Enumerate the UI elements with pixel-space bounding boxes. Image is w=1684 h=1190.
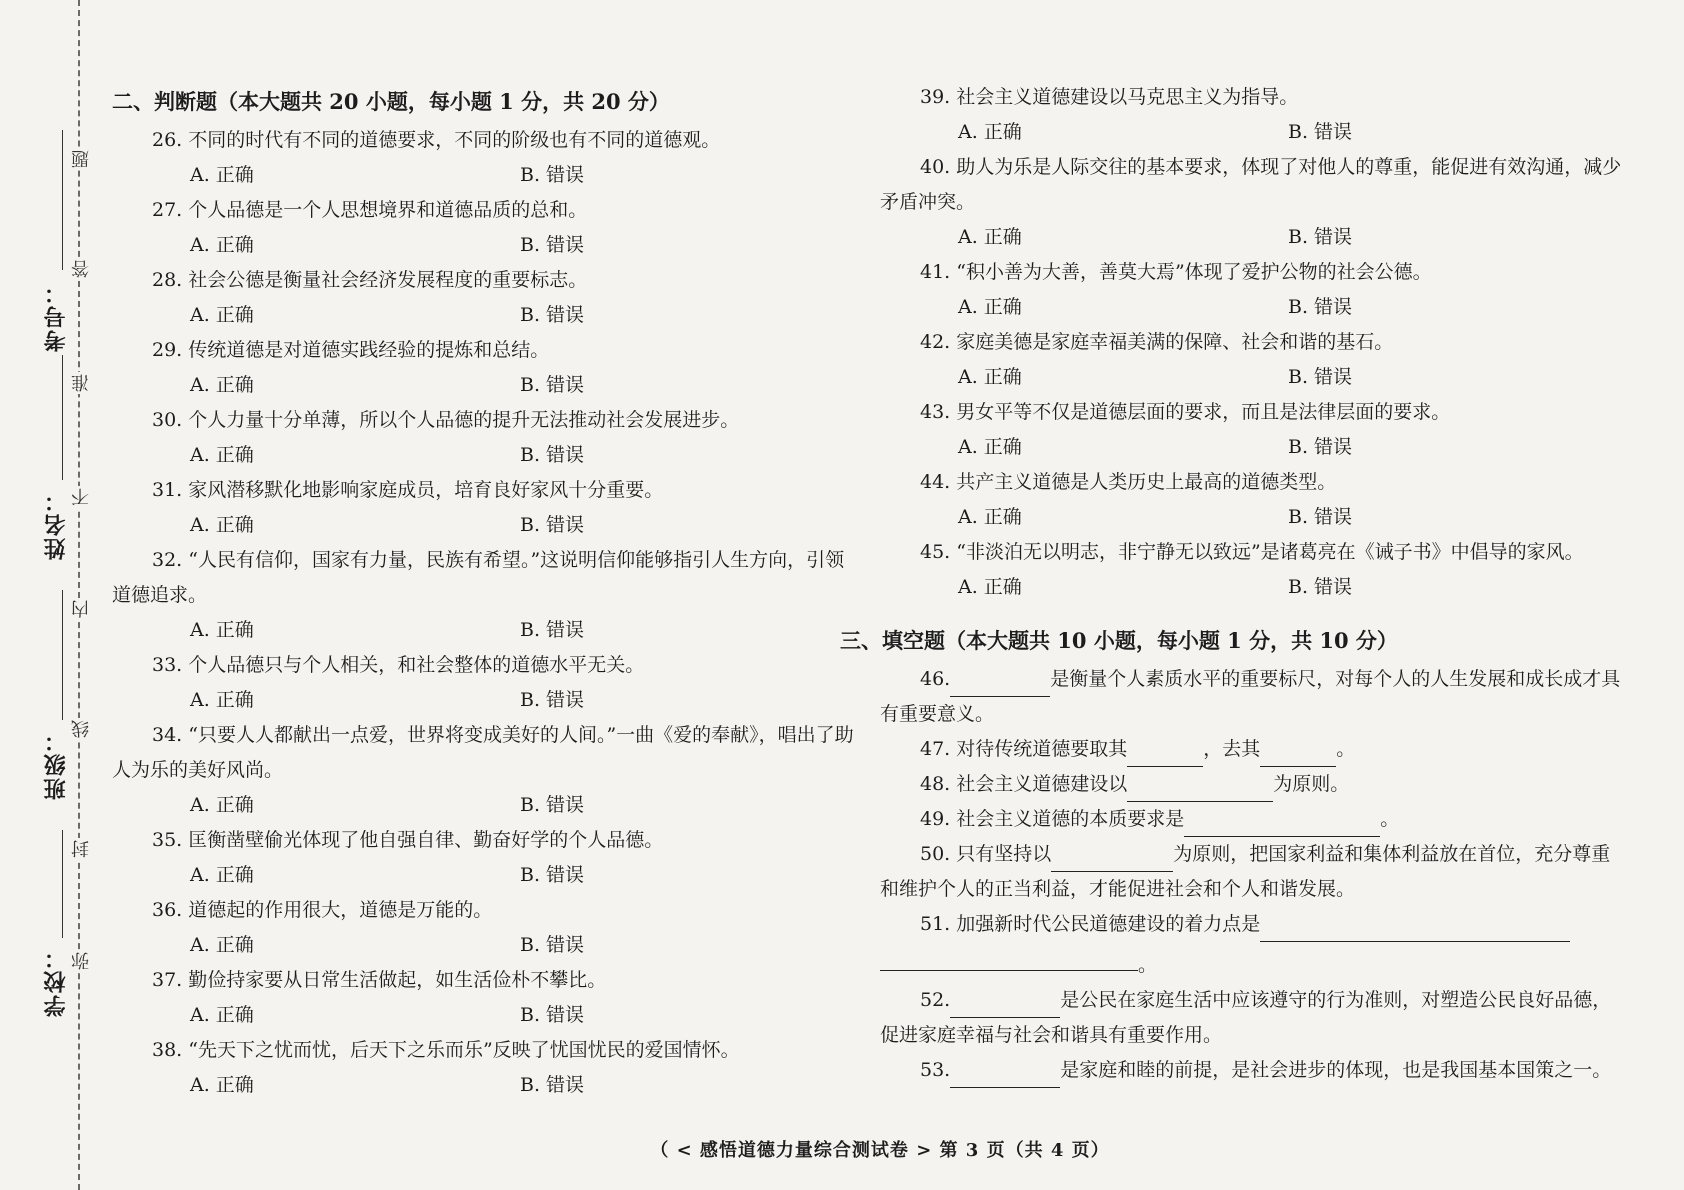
option-b: B. 错误 xyxy=(520,1004,585,1026)
option-b: B. 错误 xyxy=(1288,506,1353,528)
question-text: 为原则，把国家利益和集体利益放在首位，充分尊重和维护个人的正当利益，才能促进社会和个人和谐发展。 xyxy=(880,843,1611,900)
question-48 xyxy=(880,767,1626,802)
option-a: A. 正确 xyxy=(958,576,1022,598)
question-number: 53. xyxy=(920,1059,951,1081)
option-a: A. 正确 xyxy=(958,226,1022,248)
option-b: B. 错误 xyxy=(520,444,585,466)
question-29: 29. 传统道德是对道德实践经验的提炼和总结。 xyxy=(152,339,550,361)
class-label: 班级： xyxy=(43,728,69,800)
name-rule xyxy=(62,355,63,480)
question-number: 52. xyxy=(920,989,951,1011)
option-a: A. 正确 xyxy=(190,619,254,641)
option-a: A. 正确 xyxy=(190,794,254,816)
option-a: A. 正确 xyxy=(190,934,254,956)
options-32 xyxy=(112,613,862,648)
seal-char: 准 xyxy=(69,372,95,394)
question-27: 27. 个人品德是一个人思想境界和道德品质的总和。 xyxy=(152,199,588,221)
option-a: A. 正确 xyxy=(958,121,1022,143)
question-text: 是衡量个人素质水平的重要标尺，对每个人的人生发展和成长成才具有重要意义。 xyxy=(880,668,1621,725)
options-26 xyxy=(112,158,862,193)
option-a: A. 正确 xyxy=(190,1074,254,1096)
options-38 xyxy=(112,1068,862,1103)
school-label: 学校： xyxy=(43,945,69,1017)
option-a: A. 正确 xyxy=(190,304,254,326)
true-false-section-title: 二、判断题（本大题共 20 小题，每小题 1 分，共 20 分） xyxy=(112,89,670,114)
question-text: 。 xyxy=(1380,808,1400,830)
question-53 xyxy=(880,1053,1626,1088)
question-26: 26. 不同的时代有不同的道德要求，不同的阶级也有不同的道德观。 xyxy=(152,129,721,151)
option-a: A. 正确 xyxy=(190,234,254,256)
options-44 xyxy=(880,500,1626,535)
options-34 xyxy=(112,788,862,823)
option-b: B. 错误 xyxy=(520,934,585,956)
options-36 xyxy=(112,928,862,963)
school-rule xyxy=(62,830,63,938)
options-28 xyxy=(112,298,862,333)
question-32: 32. “人民有信仰，国家有力量，民族有希望。”这说明信仰能够指引人生方向，引领道德追求。 xyxy=(112,549,845,606)
question-49 xyxy=(880,802,1626,837)
option-a: A. 正确 xyxy=(958,296,1022,318)
option-b: B. 错误 xyxy=(520,374,585,396)
question-text: 49. 社会主义道德的本质要求是 xyxy=(920,808,1185,830)
question-text: 是公民在家庭生活中应该遵守的行为准则，对塑造公民良好品德，促进家庭幸福与社会和谐具有重要作用。 xyxy=(880,989,1612,1046)
question-34: 34. “只要人人都献出一点爱，世界将变成美好的人间。”一曲《爱的奉献》，唱出了助人为乐的美好风尚。 xyxy=(112,724,854,781)
option-a: A. 正确 xyxy=(190,164,254,186)
answer-blank[interactable] xyxy=(1260,919,1570,942)
answer-blank[interactable] xyxy=(950,674,1050,697)
question-30: 30. 个人力量十分单薄，所以个人品德的提升无法推动社会发展进步。 xyxy=(152,409,740,431)
question-33: 33. 个人品德只与个人相关，和社会整体的道德水平无关。 xyxy=(152,654,645,676)
options-39 xyxy=(880,115,1626,150)
options-29 xyxy=(112,368,862,403)
option-a: A. 正确 xyxy=(958,366,1022,388)
question-28: 28. 社会公德是衡量社会经济发展程度的重要标志。 xyxy=(152,269,588,291)
options-41 xyxy=(880,290,1626,325)
question-text: 是家庭和睦的前提，是社会进步的体现，也是我国基本国策之一。 xyxy=(1060,1059,1612,1081)
option-a: A. 正确 xyxy=(190,1004,254,1026)
question-text: ，去其 xyxy=(1203,738,1261,760)
option-a: A. 正确 xyxy=(190,444,254,466)
option-b: B. 错误 xyxy=(1288,576,1353,598)
fill-blank-section-title: 三、填空题（本大题共 10 小题，每小题 1 分，共 10 分） xyxy=(840,628,1398,653)
option-a: A. 正确 xyxy=(190,374,254,396)
seal-char: 内 xyxy=(69,598,95,620)
option-b: B. 错误 xyxy=(520,794,585,816)
question-43: 43. 男女平等不仅是道德层面的要求，而且是法律层面的要求。 xyxy=(920,401,1451,423)
answer-blank[interactable] xyxy=(950,995,1060,1018)
class-rule xyxy=(62,590,63,720)
exam-no-rule xyxy=(62,130,63,270)
answer-blank[interactable] xyxy=(880,942,1138,971)
option-a: A. 正确 xyxy=(958,436,1022,458)
seal-char: 不 xyxy=(69,486,95,508)
options-33 xyxy=(112,683,862,718)
options-45 xyxy=(880,570,1626,605)
question-text: 48. 社会主义道德建设以 xyxy=(920,773,1128,795)
question-51-continued xyxy=(880,942,1626,983)
question-38: 38. “先天下之忧而忧，后天下之乐而乐”反映了忧国忧民的爱国情怀。 xyxy=(152,1039,740,1061)
question-52 xyxy=(880,983,1626,1053)
option-b: B. 错误 xyxy=(520,234,585,256)
question-31: 31. 家风潜移默化地影响家庭成员，培育良好家风十分重要。 xyxy=(152,479,664,501)
option-b: B. 错误 xyxy=(1288,296,1353,318)
question-number: 46. xyxy=(920,668,951,690)
question-37: 37. 勤俭持家要从日常生活做起，如生活俭朴不攀比。 xyxy=(152,969,607,991)
option-a: A. 正确 xyxy=(190,864,254,886)
seal-char: 题 xyxy=(69,148,95,170)
answer-blank[interactable] xyxy=(1127,744,1203,767)
question-47 xyxy=(880,732,1626,767)
question-text: 51. 加强新时代公民道德建设的着力点是 xyxy=(920,913,1261,935)
question-text: 47. 对待传统道德要取其 xyxy=(920,738,1128,760)
binding-dashed-line xyxy=(78,0,80,1190)
option-b: B. 错误 xyxy=(1288,436,1353,458)
question-text: 。 xyxy=(1336,738,1356,760)
option-b: B. 错误 xyxy=(520,864,585,886)
option-a: A. 正确 xyxy=(190,514,254,536)
question-text: 。 xyxy=(1138,954,1158,976)
question-42: 42. 家庭美德是家庭幸福美满的保障、社会和谐的基石。 xyxy=(920,331,1394,353)
name-label: 姓名： xyxy=(43,488,69,560)
answer-blank[interactable] xyxy=(1184,814,1380,837)
seal-char: 弥 xyxy=(69,950,95,972)
options-40 xyxy=(880,220,1626,255)
right-column xyxy=(840,80,1626,1088)
question-46 xyxy=(880,662,1626,732)
exam-no-label: 考号： xyxy=(43,280,69,352)
options-37 xyxy=(112,998,862,1033)
option-b: B. 错误 xyxy=(520,689,585,711)
option-b: B. 错误 xyxy=(1288,226,1353,248)
answer-blank[interactable] xyxy=(950,1065,1060,1088)
options-35 xyxy=(112,858,862,893)
option-b: B. 错误 xyxy=(520,304,585,326)
page-footer: （ < 感悟道德力量综合测试卷 > 第 3 页（共 4 页） xyxy=(650,1140,1110,1161)
question-41: 41. “积小善为大善，善莫大焉”体现了爱护公物的社会公德。 xyxy=(920,261,1432,283)
seal-char: 封 xyxy=(69,838,95,860)
answer-blank[interactable] xyxy=(1260,744,1336,767)
question-44: 44. 共产主义道德是人类历史上最高的道德类型。 xyxy=(920,471,1337,493)
options-31 xyxy=(112,508,862,543)
options-42 xyxy=(880,360,1626,395)
option-b: B. 错误 xyxy=(520,1074,585,1096)
option-a: A. 正确 xyxy=(958,506,1022,528)
option-a: A. 正确 xyxy=(190,689,254,711)
question-39: 39. 社会主义道德建设以马克思主义为指导。 xyxy=(920,86,1299,108)
question-51 xyxy=(880,907,1626,942)
options-27 xyxy=(112,228,862,263)
question-50 xyxy=(880,837,1626,907)
seal-char: 线 xyxy=(69,718,95,740)
left-column xyxy=(112,84,862,1103)
seal-char: 答 xyxy=(69,258,95,280)
question-36: 36. 道德起的作用很大，道德是万能的。 xyxy=(152,899,493,921)
question-text: 为原则。 xyxy=(1273,773,1350,795)
option-b: B. 错误 xyxy=(520,619,585,641)
answer-blank[interactable] xyxy=(1051,849,1173,872)
options-30 xyxy=(112,438,862,473)
option-b: B. 错误 xyxy=(520,164,585,186)
option-b: B. 错误 xyxy=(1288,121,1353,143)
question-40: 40. 助人为乐是人际交往的基本要求，体现了对他人的尊重，能促进有效沟通，减少矛盾冲突。 xyxy=(880,156,1622,213)
answer-blank[interactable] xyxy=(1127,779,1273,802)
option-b: B. 错误 xyxy=(1288,366,1353,388)
question-text: 50. 只有坚持以 xyxy=(920,843,1052,865)
options-43 xyxy=(880,430,1626,465)
question-35: 35. 匡衡凿壁偷光体现了他自强自律、勤奋好学的个人品德。 xyxy=(152,829,664,851)
question-45: 45. “非淡泊无以明志，非宁静无以致远”是诸葛亮在《诫子书》中倡导的家风。 xyxy=(920,541,1584,563)
option-b: B. 错误 xyxy=(520,514,585,536)
